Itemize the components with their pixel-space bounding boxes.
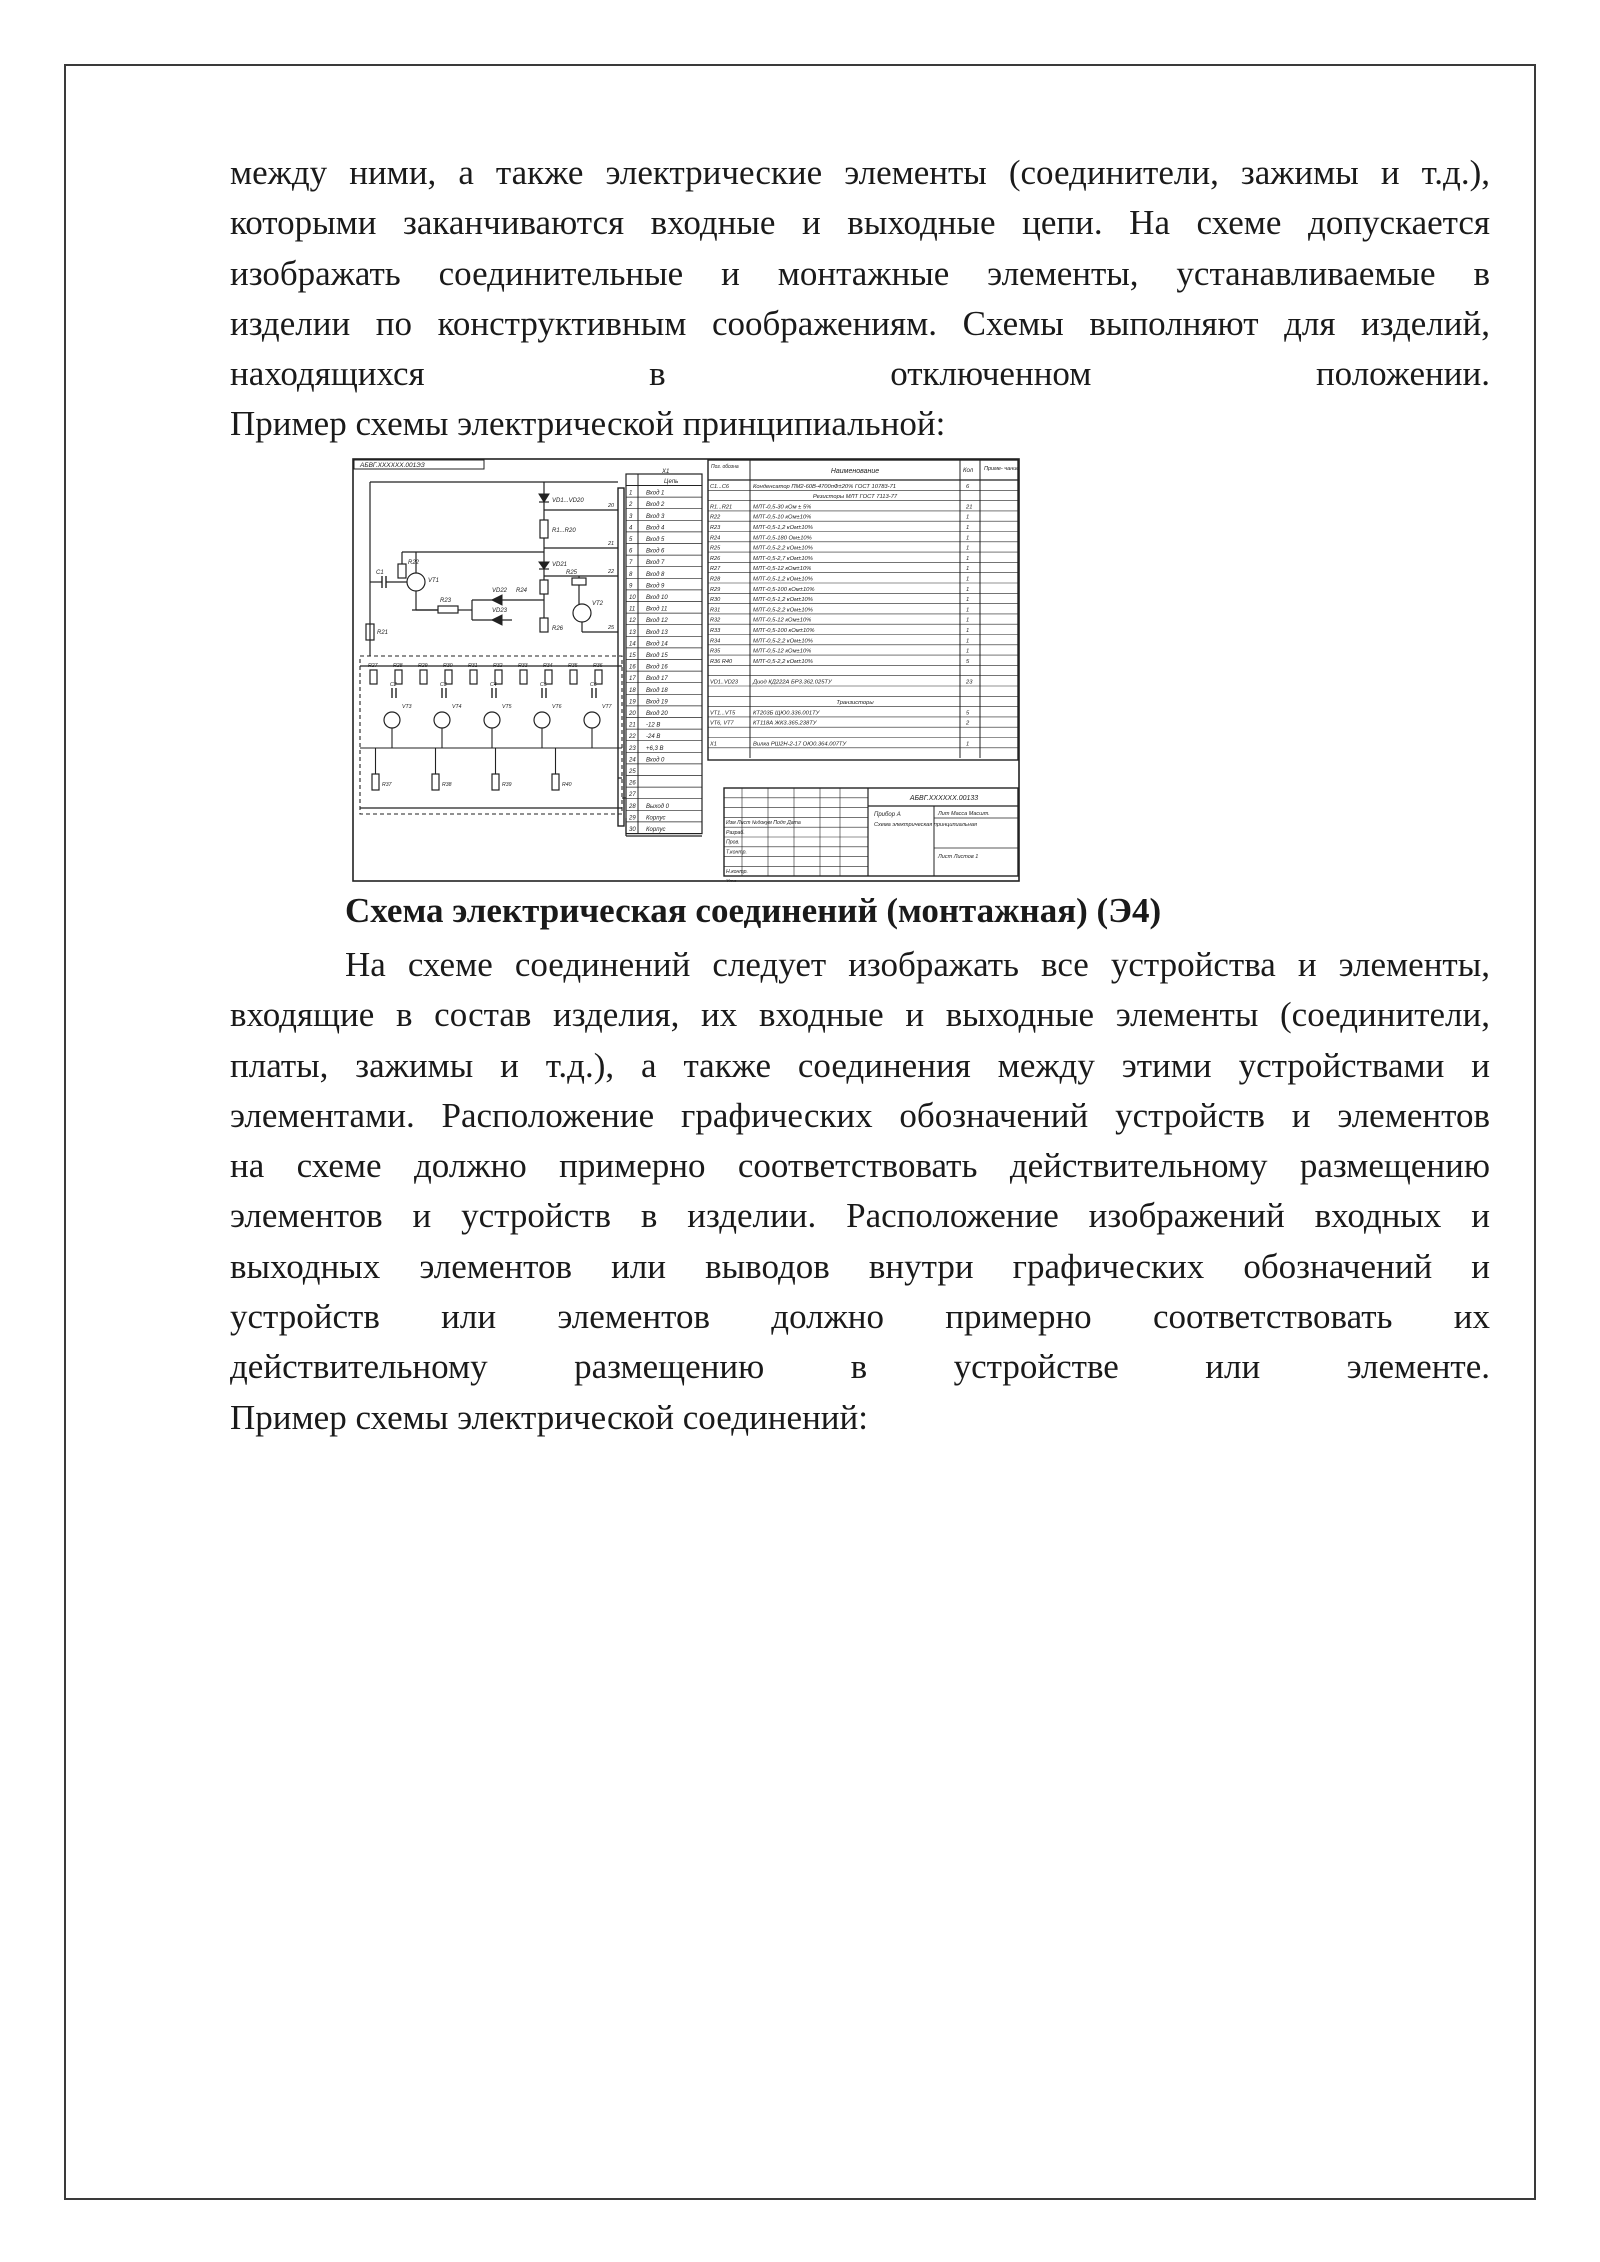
list-qty: 1: [966, 597, 970, 604]
list-qty: 1: [966, 555, 970, 562]
list-qty: 1: [966, 628, 970, 634]
resistor-r39-icon: [492, 774, 499, 790]
list-ref: R30: [710, 597, 721, 604]
pin-chain: Вход 14: [646, 641, 668, 648]
transistor-vt6-icon: [534, 712, 550, 728]
pin-number: 29: [629, 815, 636, 822]
transistor-vt4-icon: [434, 712, 450, 728]
pin-number: 19: [629, 699, 636, 706]
transistor-vt5-icon: [484, 712, 500, 728]
list-ref: R26: [710, 555, 721, 562]
stamp-text: АБВГ.XXXXXX.001ЭЗ: [360, 462, 425, 469]
pin-number: 30: [629, 827, 636, 833]
pin-number: 14: [629, 641, 636, 648]
label-r40: R40: [562, 782, 572, 788]
pin-chain: Корпус: [646, 827, 666, 833]
list-name: МЛТ-0,5-30 кОм ± 5%: [753, 504, 812, 511]
pin-number: 22: [629, 734, 636, 741]
pin-number: 7: [629, 560, 633, 567]
pin-chain: Вход 18: [646, 687, 668, 694]
list-ref: R32: [710, 617, 721, 624]
list-qty: 1: [966, 617, 970, 624]
transistor-vt3-icon: [384, 712, 400, 728]
title-row: Разраб.: [726, 829, 745, 836]
title-row: Т.контр.: [726, 849, 747, 856]
list-qty: 1: [966, 607, 970, 614]
label-c3: C3: [440, 682, 447, 688]
transistor-vt1-icon: [407, 573, 425, 591]
pin-number: 18: [629, 687, 636, 694]
pin-chain: Вход 6: [646, 548, 665, 555]
list-qty: 5: [966, 658, 970, 665]
pin-chain: Вход 11: [646, 606, 668, 613]
resistor-r23-icon: [438, 606, 458, 613]
title-row: Н.контр.: [726, 869, 748, 875]
pin-number: 12: [629, 618, 636, 625]
label-r23: R23: [440, 598, 452, 604]
schematic-drawing: [352, 458, 1020, 882]
transistor-vt7-icon: [584, 712, 600, 728]
list-header: Кол: [963, 468, 974, 474]
pin-number: 28: [629, 803, 636, 810]
pin-number: 15: [629, 653, 636, 659]
list-name: Диод КД222А БР3.362.025ТУ: [753, 679, 832, 686]
resistor-r29-icon: [420, 670, 427, 684]
list-name: МЛТ-0,5-1,2 кОм±10%: [753, 525, 813, 531]
label-r26: R26: [552, 626, 564, 632]
pin-number: 20: [629, 711, 636, 717]
paragraph-line: между ними, а также электрические элементы (соединители, зажимы и т.д.),: [230, 153, 1490, 192]
list-header: Приме- чание: [984, 466, 1020, 472]
title-cols: Лит Масса Масшт.: [938, 811, 990, 817]
label-vt1: VT1: [428, 578, 440, 584]
list-qty: 23: [966, 679, 973, 686]
label-r34: R34: [543, 663, 553, 669]
pin-chain: -12 В: [646, 722, 661, 729]
list-name: КТ203Б ЩЮ0.336.001ТУ: [753, 710, 820, 717]
list-qty: 1: [966, 648, 970, 655]
list-ref: R1...R21: [710, 504, 733, 511]
transistor-vt2-icon: [573, 604, 591, 622]
pin-chain: Вход 2: [646, 502, 665, 509]
diode-vd1-vd20-icon: [539, 494, 549, 502]
list-name: МЛТ-0,5-2,2 кОм±10%: [753, 638, 813, 645]
list-name: КТ118А ЖК3.365.238ТУ: [753, 720, 817, 727]
pin-number: 26: [629, 780, 636, 787]
node-20: 20: [608, 503, 615, 509]
pin-number: 10: [629, 595, 636, 601]
list-qty: 1: [966, 638, 970, 645]
label-r37: R37: [382, 782, 392, 788]
pin-chain: Вход 13: [646, 629, 668, 636]
paragraph-line: которыми заканчиваются входные и выходные цепи. На схеме допускается: [230, 203, 1490, 243]
pin-number: 24: [629, 757, 636, 764]
paragraph-line: Пример схемы электрической принципиальной:: [230, 404, 946, 444]
list-ref: R23: [710, 525, 721, 531]
list-header: Поз. обозна: [711, 464, 739, 470]
label-r28: R28: [393, 663, 403, 669]
list-ref: VT6, VT7: [710, 720, 734, 727]
list-ref: R25: [710, 545, 721, 552]
list-ref: R29: [710, 586, 721, 593]
label-c1: C1: [376, 570, 384, 576]
label-r27: R27: [368, 663, 378, 669]
resistor-r33-icon: [520, 670, 527, 684]
label-r38: R38: [442, 782, 452, 788]
list-qty: 1: [966, 525, 970, 531]
pin-chain: Вход 3: [646, 513, 665, 520]
list-ref: R28: [710, 576, 721, 583]
label-r21: R21: [377, 630, 389, 636]
paragraph-line: устройств или элементов должно примерно соответствовать их: [230, 1297, 1490, 1337]
title-row: Пров.: [726, 839, 740, 846]
pin-number: 4: [629, 525, 633, 532]
pin-chain: Вход 8: [646, 571, 665, 578]
label-vt7: VT7: [602, 704, 612, 710]
list-ref: R33: [710, 628, 721, 634]
list-name: МЛТ-0,5-1,2 кОм±10%: [753, 597, 813, 604]
resistor-r40-icon: [552, 774, 559, 790]
pin-number: 1: [629, 490, 633, 497]
paragraph-1: [230, 148, 1490, 450]
pin-chain: Выход 0: [646, 803, 670, 810]
resistor-r26-icon: [540, 618, 548, 632]
label-vt2: VT2: [592, 601, 604, 607]
drawing-border: [353, 459, 1019, 881]
pin-chain: Вход 7: [646, 560, 665, 567]
connector-bar: [618, 488, 624, 826]
list-ref: R24: [710, 535, 721, 542]
pin-chain: Вход 9: [646, 583, 665, 590]
list-qty: 21: [966, 504, 973, 511]
title-device: Прибор А: [874, 812, 901, 818]
resistor-r24-icon: [540, 580, 548, 594]
paragraph-line: действительному размещению в устройстве или элементе.: [230, 1347, 1490, 1387]
node-25: 25: [608, 625, 615, 631]
label-vd22: VD22: [492, 588, 508, 594]
label-vd21: VD21: [552, 562, 568, 568]
paragraph-line: выходных элементов или выводов внутри графических обозначений и: [230, 1246, 1490, 1286]
label-r22: R22: [408, 560, 420, 566]
label-r33: R33: [518, 663, 528, 669]
list-name: МЛТ-0,5-10 кОм±10%: [753, 514, 812, 521]
list-qty: 1: [966, 586, 970, 593]
pin-chain: Вход 4: [646, 525, 665, 532]
pin-number: 11: [629, 606, 636, 613]
list-qty: 1: [966, 545, 970, 552]
resistor-r22-icon: [398, 564, 406, 578]
label-c4: C4: [490, 682, 497, 688]
pin-chain: Вход 20: [646, 711, 668, 717]
label-vd1-vd20: VD1...VD20: [552, 498, 584, 504]
label-r32: R32: [493, 663, 503, 669]
label-r30: R30: [443, 663, 453, 669]
label-vt3: VT3: [402, 704, 412, 710]
pin-number: 3: [629, 513, 633, 520]
title-row: Изм Лист №докум Подп Дата: [726, 820, 801, 826]
list-name: Конденсатор ПМ2-60В-4700пФ±20% ГОСТ 10783-71: [753, 483, 897, 490]
pin-chain: Вход 19: [646, 699, 668, 706]
pin-number: 16: [629, 664, 636, 671]
paragraph-line: на схеме должно примерно соответствовать действительному размещению: [230, 1146, 1490, 1186]
label-c6: C6: [590, 682, 597, 688]
label-r39: R39: [502, 782, 512, 788]
resistor-r27-icon: [370, 670, 377, 684]
list-name: Транзисторы: [836, 700, 874, 707]
label-c2: C2: [390, 682, 397, 688]
list-qty: 2: [966, 720, 970, 727]
list-ref: VD1..VD23: [710, 679, 738, 686]
paragraph-line: изделии по конструктивным соображениям. Схемы выполняют для изделий,: [230, 303, 1490, 343]
section-heading: Схема электрическая соединений (монтажная) (Э4): [345, 891, 1162, 930]
title-code: АБВГ.XXXXXX.00133: [909, 795, 979, 802]
pin-number: 17: [629, 676, 636, 683]
paragraph-line: элементов и устройств в изделии. Расположение изображений входных и: [230, 1196, 1490, 1236]
pin-chain: Вход 16: [646, 664, 668, 671]
connector-header: Цепь: [664, 479, 679, 485]
label-r36: R36: [593, 663, 603, 669]
title-doc: Схема электрическая принципиальная: [874, 822, 977, 828]
pin-chain: Вход 1: [646, 490, 665, 497]
pin-number: 23: [629, 745, 636, 752]
paragraph-2: [230, 940, 1490, 1443]
pin-chain: Корпус: [646, 815, 666, 822]
diode-vd21-icon: [539, 562, 549, 569]
label-r25: R25: [566, 570, 578, 576]
list-name: МЛТ-0,5-2,2 кОм±10%: [753, 545, 813, 552]
list-ref: R35: [710, 648, 721, 655]
resistor-r1-r20-icon: [540, 520, 548, 538]
list-name: МЛТ-0,5-12 кОм±10%: [753, 617, 812, 624]
list-ref: X1: [710, 741, 717, 748]
list-name: Резисторы МЛТ ГОСТ 7113-77: [812, 494, 898, 501]
schematic-figure: [352, 458, 1020, 882]
pin-number: 25: [629, 769, 636, 775]
label-vt6: VT6: [552, 704, 562, 710]
pin-number: 5: [629, 537, 633, 543]
paragraph-line: находящихся в отключенном положении.: [230, 354, 1490, 394]
lower-block: [360, 656, 622, 814]
list-name: МЛТ-0,5-2,2 кОм±10%: [753, 658, 813, 665]
list-qty: 1: [966, 741, 970, 748]
pin-chain: Вход 0: [646, 757, 665, 764]
pin-chain: Вход 15: [646, 653, 668, 659]
list-ref: R22: [710, 514, 721, 521]
resistor-r31-icon: [470, 670, 477, 684]
list-qty: 1: [966, 514, 970, 521]
list-name: МЛТ-0,5-100 кОм±10%: [753, 586, 815, 593]
pin-number: 13: [629, 629, 636, 636]
label-vd23: VD23: [492, 608, 508, 614]
list-qty: 1: [966, 535, 970, 542]
list-name: Вилка РШ2Н-2-17 ОЮ0.364.007ТУ: [753, 741, 847, 748]
list-qty: 1: [966, 566, 970, 573]
list-qty: 1: [966, 576, 970, 583]
resistor-r38-icon: [432, 774, 439, 790]
list-ref: R31: [710, 607, 721, 614]
list-name: МЛТ-0,5-2,2 кОм±10%: [753, 607, 813, 614]
paragraph-line: платы, зажимы и т.д.), а также соединения между этими устройствами и: [230, 1045, 1490, 1085]
list-name: МЛТ-0,5-12 кОм±10%: [753, 566, 812, 573]
label-vt5: VT5: [502, 704, 512, 710]
list-header: Наименование: [830, 468, 880, 475]
list-name: МЛТ-0,5-12 кОм±10%: [753, 648, 812, 655]
list-name: МЛТ-0,5-1,2 кОм±10%: [753, 576, 813, 583]
resistor-r37-icon: [372, 774, 379, 790]
pin-number: 9: [629, 583, 633, 590]
connector-title: X1: [662, 469, 670, 475]
pin-number: 27: [629, 792, 636, 799]
paragraph-line: входящие в состав изделия, их входные и выходные элементы (соединители,: [230, 995, 1490, 1035]
label-r29: R29: [418, 663, 428, 669]
list-ref: R27: [710, 566, 721, 573]
list-qty: 6: [966, 483, 970, 490]
title-sheet: Лист Листов 1: [938, 854, 979, 860]
paragraph-line: На схеме соединений следует изображать все устройства и элементы,: [345, 945, 1490, 984]
pin-number: 6: [629, 548, 633, 555]
pin-chain: +6,3 В: [646, 745, 664, 752]
label-r1-r20: R1...R20: [552, 528, 576, 534]
resistor-r35-icon: [570, 670, 577, 684]
pin-chain: Вход 10: [646, 595, 668, 601]
list-ref: C1...C6: [710, 483, 729, 490]
label-r31: R31: [468, 663, 478, 669]
list-name: МЛТ-0,5-2,7 кОм±10%: [753, 555, 813, 562]
list-ref: R36 R40: [710, 658, 733, 665]
paragraph-line: Пример схемы электрической соединений:: [230, 1397, 868, 1437]
label-c5: C5: [540, 682, 547, 688]
list-qty: 5: [966, 710, 970, 717]
paragraph-line: элементами. Расположение графических обозначений устройств и элементов: [230, 1095, 1490, 1135]
pin-chain: Вход 5: [646, 537, 665, 543]
pin-number: 21: [629, 722, 636, 729]
node-22: 22: [608, 569, 615, 575]
node-21: 21: [608, 541, 615, 547]
pin-number: 8: [629, 571, 633, 578]
list-ref: R34: [710, 638, 721, 645]
list-ref: VT1...VT5: [710, 710, 736, 717]
pin-chain: -24 В: [646, 734, 661, 741]
list-name: МЛТ-0,5-100 кОм±10%: [753, 628, 815, 634]
label-r24: R24: [516, 588, 528, 594]
title-row: Утв.: [726, 878, 738, 882]
resistor-r25-icon: [572, 578, 586, 585]
label-vt4: VT4: [452, 704, 462, 710]
paragraph-line: изображать соединительные и монтажные элементы, устанавливаемые в: [230, 253, 1490, 293]
list-name: МЛТ-0,5-180 Ом±10%: [753, 535, 812, 542]
pin-chain: Вход 17: [646, 676, 668, 683]
pin-number: 2: [629, 502, 633, 509]
label-r35: R35: [568, 663, 578, 669]
pin-chain: Вход 12: [646, 618, 668, 625]
